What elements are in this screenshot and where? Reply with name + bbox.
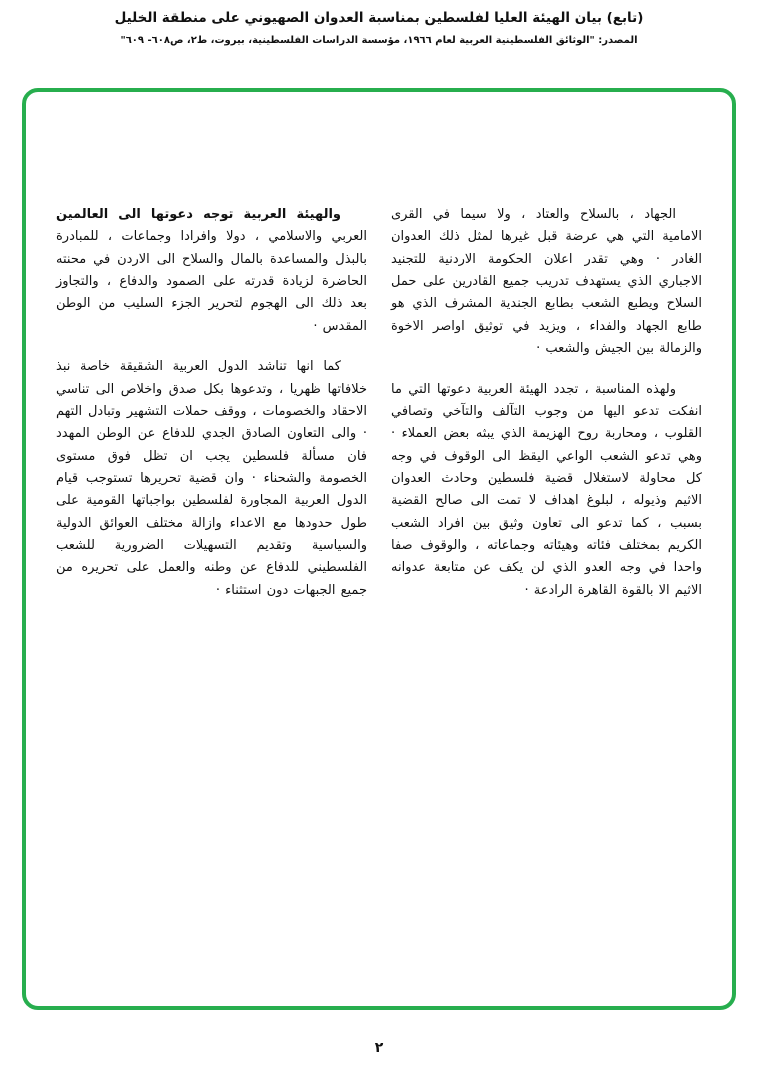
document-title: (تابع) بيان الهيئة العليا لفلسطين بمناسبة العدوان الصهيوني على منطقة الخليل xyxy=(114,10,644,26)
paragraph-lead-rest: العربي والاسلامي ، دولا وافرادا وجماعات ، للمبادرة بالبذل والمساعدة بالمال والسلاح الى الاردن في محنته الحاضرة لزيادة قدرته على الصمود والدفاع ، والتجاوز بعد ذلك الى الهجوم لتحرير الجزء السليب من الوطن المقدس · xyxy=(56,229,367,334)
content-frame xyxy=(22,88,736,1010)
paragraph-right-2: ولهذه المناسبة ، تجدد الهيئة العربية دعوتها التي ما انفكت تدعو اليها من وجوب التآلف والتآخي وتصافي القلوب ، ومحاربة روح الهزيمة الذي يبثه بعض العملاء · وهي تدعو الشعب الواعي اليقظ الى الوقوف في وجه كل محاولة لاستغلال قضية فلسطين وحادث العدوان الاثيم وذيوله ، لبلوغ اهداف لا تمت الى صالح القضية بسبب ، كما تدعو الى تعاون وثيق بين افراد الشعب الكريم بمختلف فئاته وهيئاته وجماعاته ، والوقوف صفا واحدا في وجه العدو الذي لن يكف عن متابعة عدوانه الاثيم الا بالقوة القاهرة الرادعة · xyxy=(391,381,702,598)
source-line: المصدر: "الوثائق الفلسطينية العربية لعام ١٩٦٦، مؤسسة الدراسات الفلسطينية، بيروت، ط٢، ص٦٠٨- ٦٠٩" xyxy=(120,35,638,47)
paragraph-lead-bold: والهيئة العربية توجه دعوتها الى العالمين xyxy=(56,207,341,222)
paragraph-right-1: الجهاد ، بالسلاح والعتاد ، ولا سيما في القرى الامامية التي هي عرضة قبل غيرها لمثل ذلك العدوان الغادر · وهي تقدر اعلان الحكومة الاردنية للتجنيد الاجباري الذي يستهدف تدريب جميع القادرين على حمل السلاح ويطبع الشعب بطابع الجندية المشرف الذي هو طابع الجهاد والفداء ، ويزيد في توثيق اواصر الاخوة والزمالة بين الجيش والشعب · xyxy=(391,207,702,357)
page-number: ٢ xyxy=(374,1040,384,1056)
left-column xyxy=(56,204,367,620)
paragraph-left-2: كما انها تناشد الدول العربية الشقيقة خاصة نبذ خلافاتها ظهريا ، وتدعوها بكل صدق واخلاص الى تناسي الاحقاد والخصومات ، ووقف حملات التشهير وتبادل التهم · والى التعاون الصادق الجدي للدفاع عن الوطن المهدد فان مسألة فلسطين يجب ان تظل فوق مستوى الخصومة والشحناء · وان قضية تحريرها تستوجب قيام الدول العربية المجاورة لفلسطين بواجباتها القومية على طول حدودها مع الاعداء وازالة مختلف العوائق الدولية والسياسية وتقديم التسهيلات الضرورية للشعب الفلسطيني للدفاع عن وطنه والعمل على تحريره من جميع الجبهات دون استثناء · xyxy=(56,359,367,598)
paragraph-left-1 xyxy=(56,204,367,338)
two-column-layout xyxy=(26,92,732,620)
right-column xyxy=(391,204,702,620)
